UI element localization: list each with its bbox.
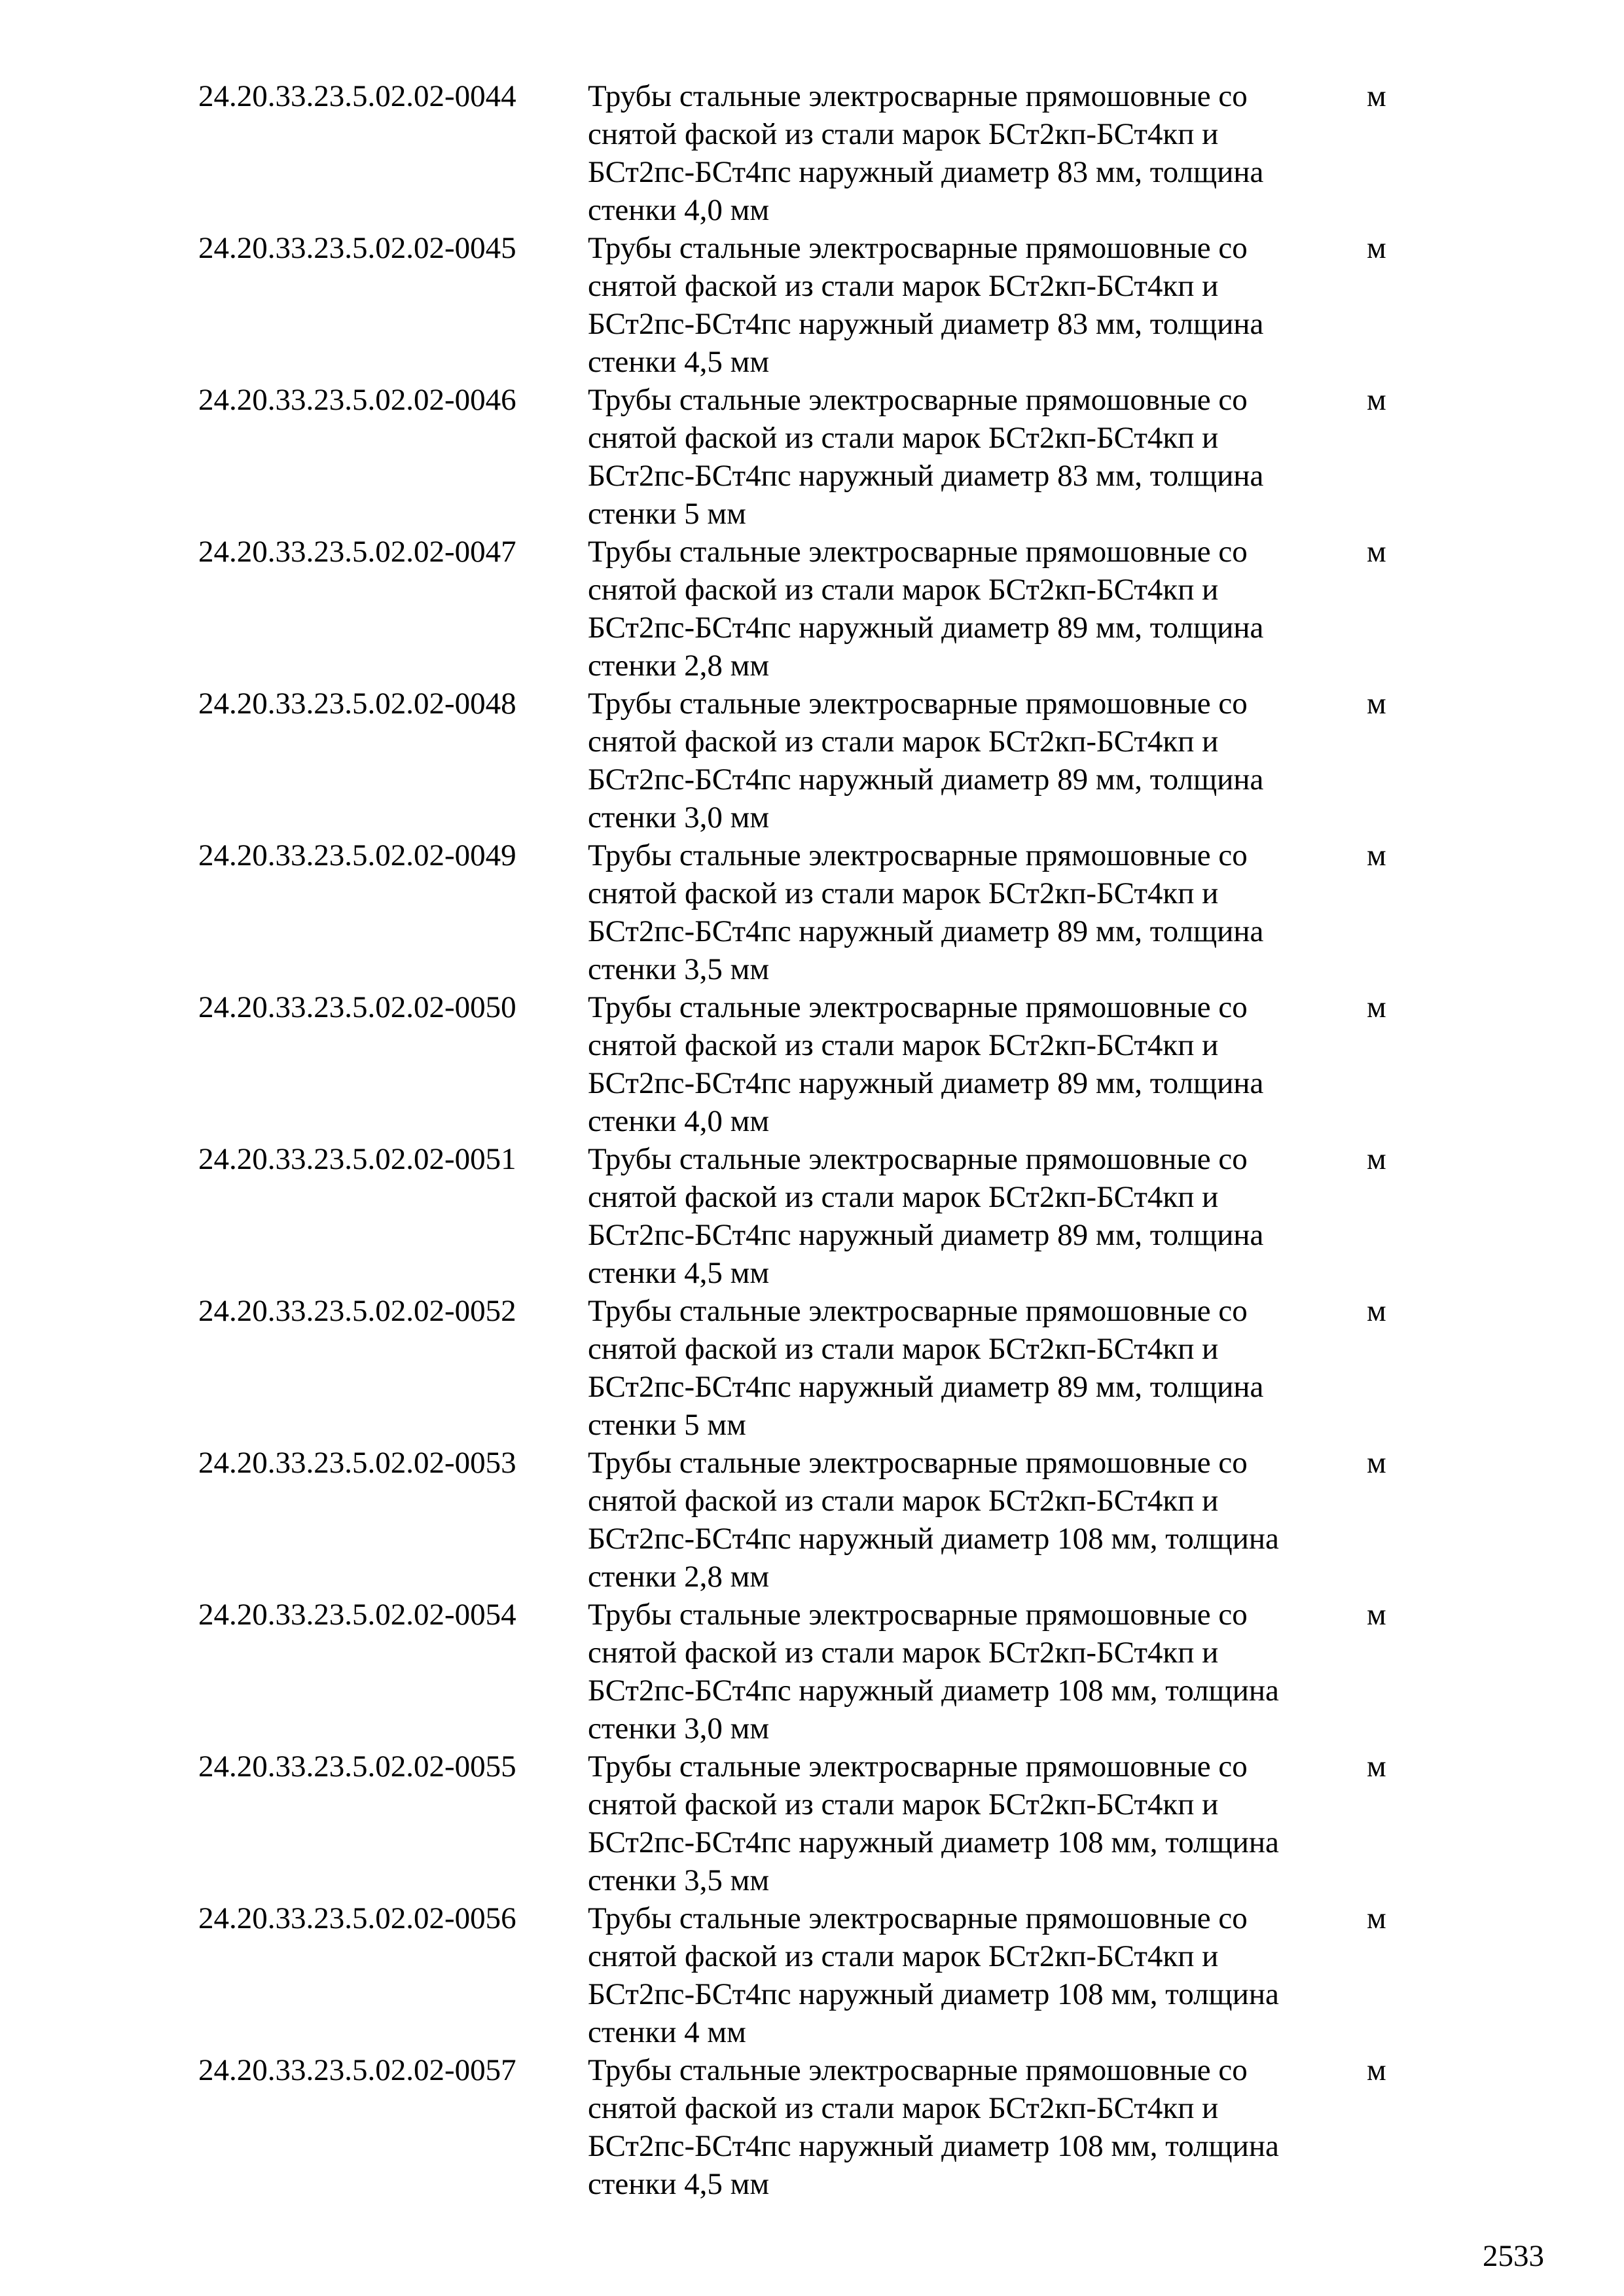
item-unit: м (1367, 1294, 1386, 1328)
item-unit: м (1367, 1598, 1386, 1632)
item-description: Трубы стальные электросварные прямошовные со снятой фаской из стали марок БСт2кп-БСт4кп и БСт2пс-БСт4пс наружный диаметр 83 мм, толщина стенки 5 мм (588, 383, 1264, 531)
table-row (198, 77, 1442, 229)
table-row (198, 685, 1442, 836)
item-unit: м (1367, 2053, 1386, 2087)
item-code: 24.20.33.23.5.02.02-0054 (198, 1598, 516, 1632)
item-code: 24.20.33.23.5.02.02-0052 (198, 1294, 516, 1328)
item-unit: м (1367, 1901, 1386, 1935)
item-code: 24.20.33.23.5.02.02-0051 (198, 1142, 516, 1176)
item-unit: м (1367, 1142, 1386, 1176)
table-row (198, 1140, 1442, 1292)
item-description: Трубы стальные электросварные прямошовные со снятой фаской из стали марок БСт2кп-БСт4кп и БСт2пс-БСт4пс наружный диаметр 108 мм, толщина стенки 3,0 мм (588, 1598, 1279, 1746)
item-code: 24.20.33.23.5.02.02-0047 (198, 535, 516, 569)
item-unit: м (1367, 838, 1386, 872)
item-description: Трубы стальные электросварные прямошовные со снятой фаской из стали марок БСт2кп-БСт4кп и БСт2пс-БСт4пс наружный диаметр 89 мм, толщина стенки 2,8 мм (588, 535, 1264, 683)
item-unit: м (1367, 535, 1386, 569)
table-row (198, 533, 1442, 685)
item-description: Трубы стальные электросварные прямошовные со снятой фаской из стали марок БСт2кп-БСт4кп и БСт2пс-БСт4пс наружный диаметр 83 мм, толщина стенки 4,5 мм (588, 231, 1264, 379)
item-code: 24.20.33.23.5.02.02-0044 (198, 79, 516, 113)
item-code: 24.20.33.23.5.02.02-0050 (198, 990, 516, 1024)
item-description: Трубы стальные электросварные прямошовные со снятой фаской из стали марок БСт2кп-БСт4кп и БСт2пс-БСт4пс наружный диаметр 83 мм, толщина стенки 4,0 мм (588, 79, 1264, 227)
table-row (198, 1748, 1442, 1899)
item-code: 24.20.33.23.5.02.02-0055 (198, 1749, 516, 1784)
item-description: Трубы стальные электросварные прямошовные со снятой фаской из стали марок БСт2кп-БСт4кп и БСт2пс-БСт4пс наружный диаметр 89 мм, толщина стенки 4,0 мм (588, 990, 1264, 1138)
table-row (198, 2051, 1442, 2203)
table-row (198, 1292, 1442, 1444)
item-unit: м (1367, 1446, 1386, 1480)
item-code: 24.20.33.23.5.02.02-0046 (198, 383, 516, 417)
item-code: 24.20.33.23.5.02.02-0056 (198, 1901, 516, 1935)
item-description: Трубы стальные электросварные прямошовные со снятой фаской из стали марок БСт2кп-БСт4кп и БСт2пс-БСт4пс наружный диаметр 108 мм, толщина стенки 2,8 мм (588, 1446, 1279, 1594)
item-description: Трубы стальные электросварные прямошовные со снятой фаской из стали марок БСт2кп-БСт4кп и БСт2пс-БСт4пс наружный диаметр 108 мм, толщина стенки 4,5 мм (588, 2053, 1279, 2201)
item-unit: м (1367, 1749, 1386, 1784)
item-unit: м (1367, 687, 1386, 721)
table-row (198, 1444, 1442, 1596)
item-description: Трубы стальные электросварные прямошовные со снятой фаской из стали марок БСт2кп-БСт4кп и БСт2пс-БСт4пс наружный диаметр 108 мм, толщина стенки 4 мм (588, 1901, 1279, 2049)
table-row (198, 1899, 1442, 2051)
item-code: 24.20.33.23.5.02.02-0049 (198, 838, 516, 872)
item-unit: м (1367, 990, 1386, 1024)
item-unit: м (1367, 231, 1386, 265)
price-list-table (198, 77, 1442, 2203)
item-code: 24.20.33.23.5.02.02-0057 (198, 2053, 516, 2087)
item-description: Трубы стальные электросварные прямошовные со снятой фаской из стали марок БСт2кп-БСт4кп и БСт2пс-БСт4пс наружный диаметр 89 мм, толщина стенки 4,5 мм (588, 1142, 1264, 1290)
table-row (198, 1596, 1442, 1748)
table-row (198, 381, 1442, 533)
page-number: 2533 (1483, 2239, 1544, 2273)
item-description: Трубы стальные электросварные прямошовные со снятой фаской из стали марок БСт2кп-БСт4кп и БСт2пс-БСт4пс наружный диаметр 89 мм, толщина стенки 3,5 мм (588, 838, 1264, 986)
item-unit: м (1367, 79, 1386, 113)
item-description: Трубы стальные электросварные прямошовные со снятой фаской из стали марок БСт2кп-БСт4кп и БСт2пс-БСт4пс наружный диаметр 89 мм, толщина стенки 3,0 мм (588, 687, 1264, 834)
table-row (198, 988, 1442, 1140)
item-unit: м (1367, 383, 1386, 417)
item-description: Трубы стальные электросварные прямошовные со снятой фаской из стали марок БСт2кп-БСт4кп и БСт2пс-БСт4пс наружный диаметр 89 мм, толщина стенки 5 мм (588, 1294, 1264, 1442)
item-description: Трубы стальные электросварные прямошовные со снятой фаской из стали марок БСт2кп-БСт4кп и БСт2пс-БСт4пс наружный диаметр 108 мм, толщина стенки 3,5 мм (588, 1749, 1279, 1897)
item-code: 24.20.33.23.5.02.02-0048 (198, 687, 516, 721)
item-code: 24.20.33.23.5.02.02-0045 (198, 231, 516, 265)
item-code: 24.20.33.23.5.02.02-0053 (198, 1446, 516, 1480)
table-row (198, 229, 1442, 381)
table-row (198, 836, 1442, 988)
